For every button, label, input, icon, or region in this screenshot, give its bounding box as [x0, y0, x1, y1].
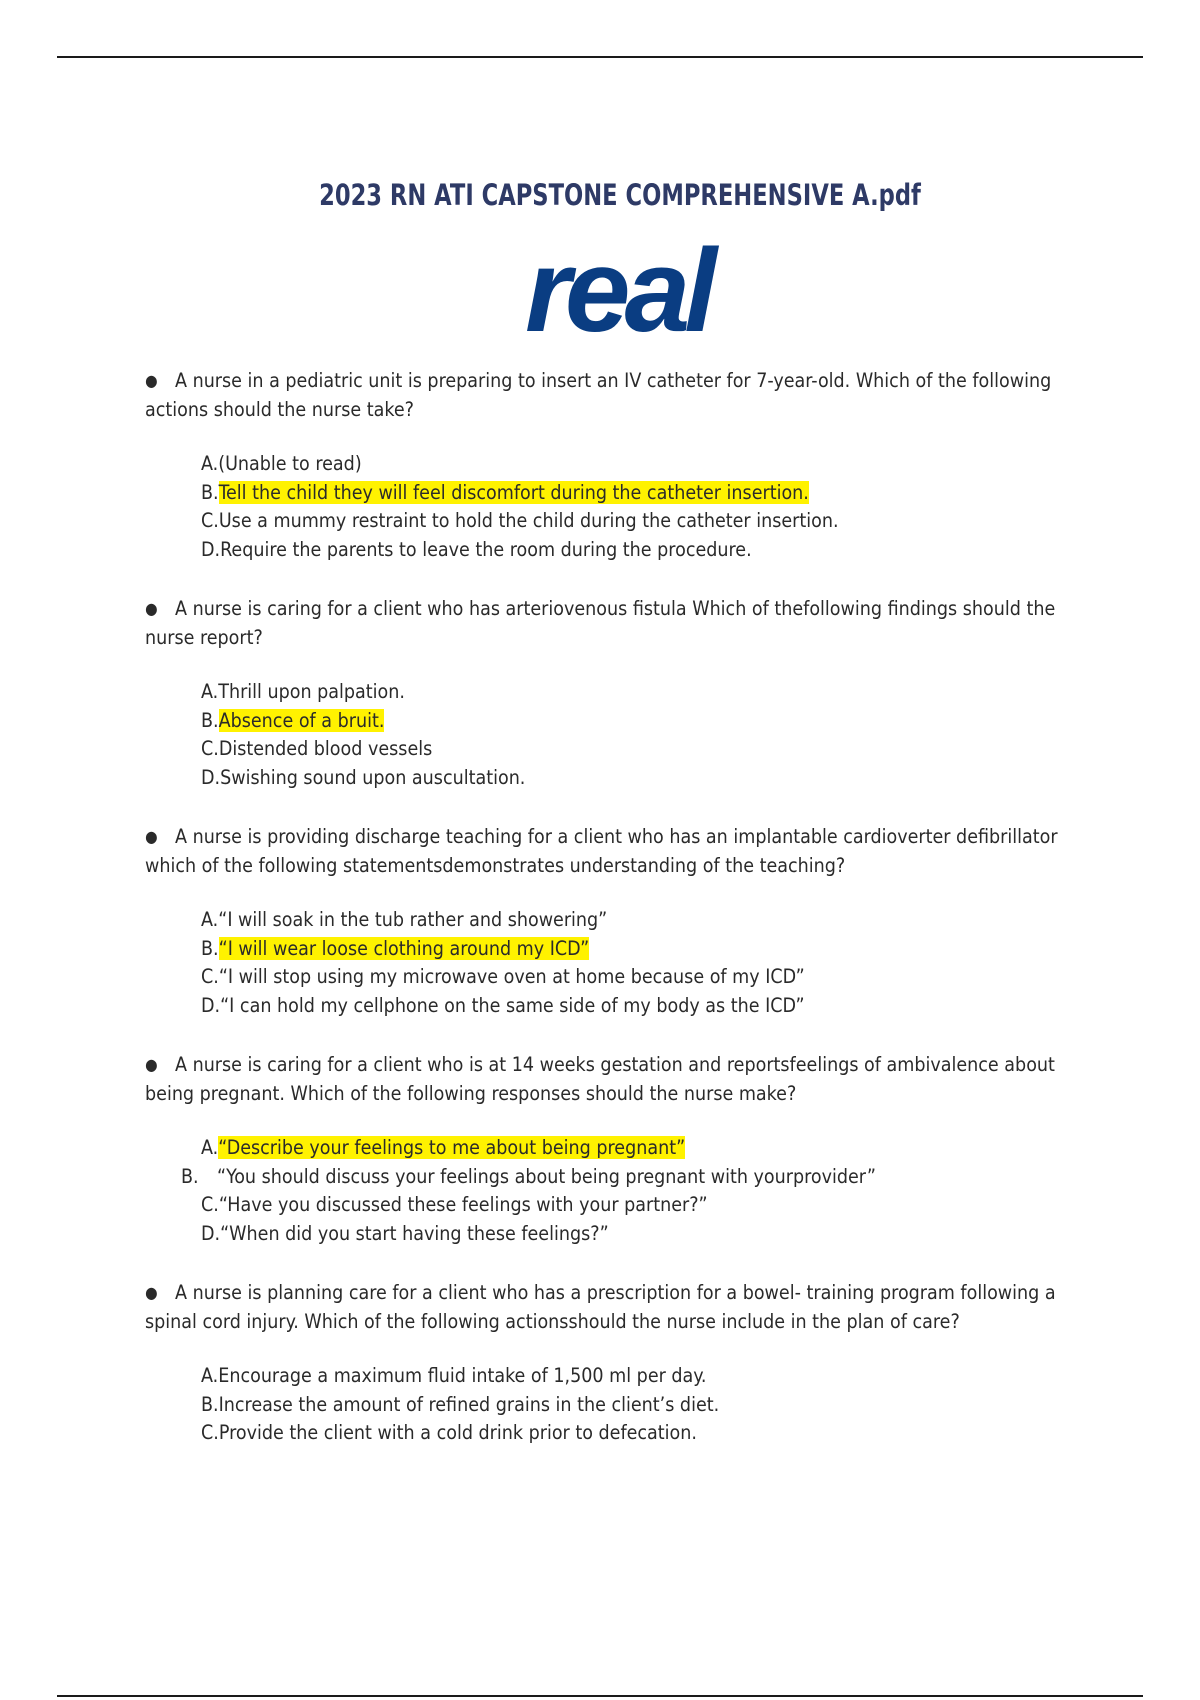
question-spacer — [145, 564, 1085, 594]
option-letter: B. — [201, 480, 219, 504]
question-stem — [145, 1278, 1085, 1336]
highlighted-answer-text: “Describe your feelings to me about being pregnant” — [218, 1136, 686, 1159]
highlighted-answer-text: Absence of a bruit. — [218, 708, 385, 732]
answer-option — [201, 1391, 1085, 1420]
option-letter: C. — [201, 509, 219, 532]
answer-option — [201, 1134, 1085, 1163]
question-block — [145, 594, 1085, 792]
answer-option — [201, 536, 1085, 565]
question-stem-text: A nurse is caring for a client who has arteriovenous fistula Which of thefollowing findings should the nurse report? — [145, 597, 1056, 649]
answer-option — [201, 507, 1085, 536]
option-letter: C. — [201, 1193, 219, 1216]
bullet-icon: ● — [145, 827, 158, 846]
option-text: “I will stop using my microwave oven at home because of my ICD” — [218, 965, 805, 988]
answer-options — [145, 906, 1085, 1020]
option-text: Use a mummy restraint to hold the child during the catheter insertion. — [218, 509, 839, 532]
answer-option — [201, 1362, 1085, 1391]
question-stem — [145, 822, 1085, 880]
answer-option — [201, 1220, 1085, 1249]
answer-option — [201, 764, 1085, 793]
question-spacer — [145, 1248, 1085, 1278]
answer-options — [145, 450, 1085, 564]
option-letter: A. — [201, 1136, 219, 1159]
highlighted-answer-text: Tell the child they will feel discomfort during the catheter insertion. — [218, 480, 809, 504]
option-letter: A. — [201, 908, 219, 931]
highlighted-answer-text: “I will wear loose clothing around my ICD” — [218, 936, 590, 960]
option-letter: B. — [201, 936, 219, 960]
answer-option — [201, 963, 1085, 992]
answer-options — [145, 1362, 1085, 1448]
question-stem-text: A nurse in a pediatric unit is preparing to insert an IV catheter for 7-year-old. Which of the following actions should the nurse take? — [145, 369, 1052, 421]
question-spacer — [145, 792, 1085, 822]
question-list — [145, 366, 1085, 1448]
option-text: Swishing sound upon auscultation. — [220, 765, 526, 789]
option-text: Distended blood vessels — [218, 737, 433, 760]
option-letter: D. — [201, 1221, 221, 1245]
bullet-icon: ● — [145, 1055, 158, 1074]
option-letter: A. — [201, 1364, 219, 1387]
bottom-rule — [57, 1695, 1143, 1697]
bullet-icon: ● — [145, 1283, 158, 1302]
option-letter: D. — [201, 537, 221, 561]
option-text: Encourage a maximum fluid intake of 1,500 ml per day. — [218, 1364, 707, 1387]
option-letter: B. — [201, 1392, 219, 1416]
option-text: Require the parents to leave the room during the procedure. — [220, 537, 752, 561]
real-logo: real — [525, 225, 711, 357]
question-stem-text: A nurse is planning care for a client who has a prescription for a bowel- training program following a spinal cord injury. Which of the following actionsshould the nurse include in the plan of care? — [145, 1281, 1056, 1333]
option-text: “When did you start having these feelings?” — [220, 1221, 609, 1245]
question-block — [145, 366, 1085, 564]
answer-option — [201, 450, 1085, 479]
option-letter: D. — [201, 765, 221, 789]
document-title: 2023 RN ATI CAPSTONE COMPREHENSIVE A.pdf — [319, 178, 921, 212]
option-text: (Unable to read) — [218, 452, 362, 475]
bullet-icon: ● — [145, 371, 158, 390]
answer-options — [145, 678, 1085, 792]
bullet-icon: ● — [145, 599, 158, 618]
option-text: “I will soak in the tub rather and showering” — [218, 908, 608, 931]
option-text: Thrill upon palpation. — [218, 680, 405, 703]
answer-option — [201, 906, 1085, 935]
answer-option — [201, 1419, 1085, 1448]
question-stem — [145, 594, 1085, 652]
top-rule — [57, 56, 1143, 58]
question-stem — [145, 1050, 1085, 1108]
option-text: Increase the amount of refined grains in the client’s diet. — [218, 1392, 720, 1416]
answer-option — [201, 992, 1085, 1021]
option-letter: D. — [201, 993, 221, 1017]
option-text: “You should discuss your feelings about being pregnant with yourprovider” — [217, 1164, 876, 1188]
answer-option — [201, 707, 1085, 736]
option-letter: C. — [201, 965, 219, 988]
option-letter: C. — [201, 737, 219, 760]
option-letter: B. — [201, 708, 219, 732]
question-block — [145, 822, 1085, 1020]
answer-option — [201, 735, 1085, 764]
question-spacer — [145, 1020, 1085, 1050]
option-letter: A. — [201, 680, 219, 703]
option-text: Provide the client with a cold drink prior to defecation. — [218, 1421, 697, 1444]
answer-options — [145, 1134, 1085, 1248]
question-block — [145, 1050, 1085, 1248]
answer-option — [201, 935, 1085, 964]
option-text: “Have you discussed these feelings with your partner?” — [218, 1193, 708, 1216]
option-text: “I can hold my cellphone on the same side of my body as the ICD” — [220, 993, 805, 1017]
answer-option — [201, 1191, 1085, 1220]
option-letter: C. — [201, 1421, 219, 1444]
question-stem-text: A nurse is caring for a client who is at 14 weeks gestation and reportsfeelings of ambivalence about being pregnant. Which of the following responses should the nurse make? — [145, 1053, 1055, 1105]
answer-option — [181, 1163, 1085, 1192]
question-block — [145, 1278, 1085, 1448]
question-stem-text: A nurse is providing discharge teaching for a client who has an implantable cardioverter defibrillator which of the following statementsdemonstrates understanding of the teaching? — [145, 825, 1058, 877]
option-letter: A. — [201, 452, 219, 475]
option-letter: B. — [181, 1164, 199, 1188]
question-stem — [145, 366, 1085, 424]
answer-option — [201, 479, 1085, 508]
answer-option — [201, 678, 1085, 707]
